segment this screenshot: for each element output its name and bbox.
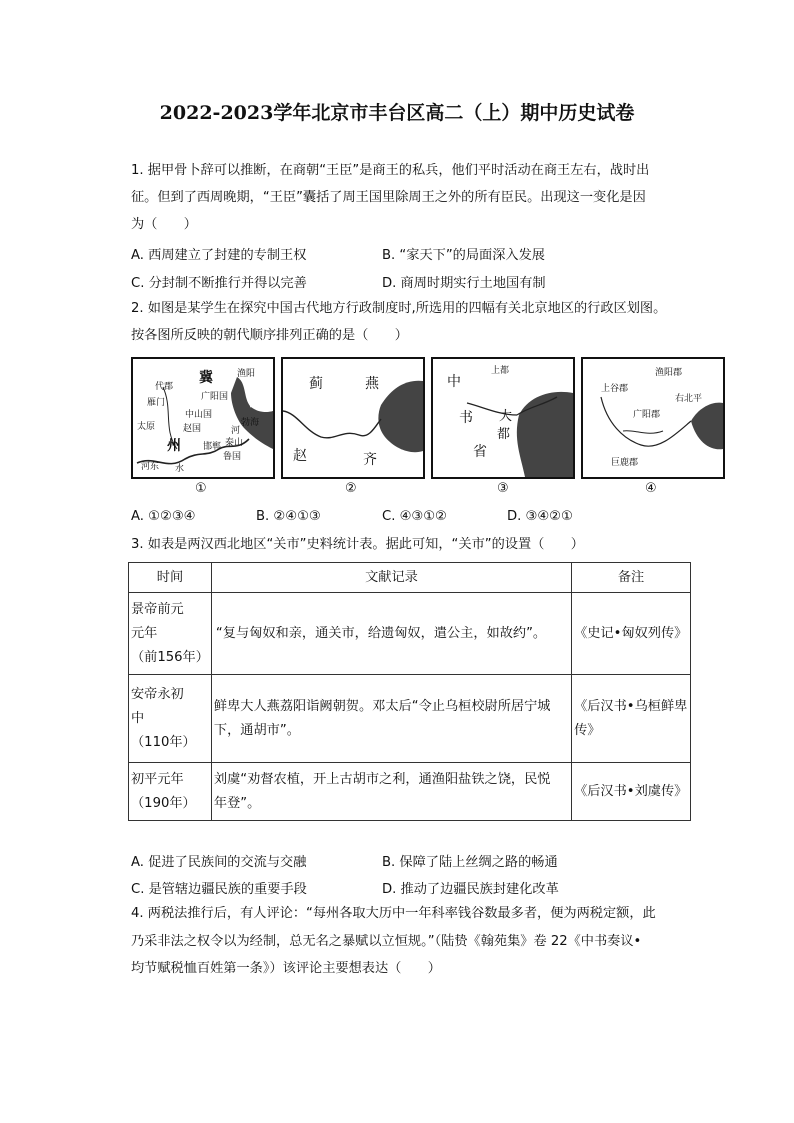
table-cell-record — [211, 675, 571, 763]
time-line: （110年） — [131, 734, 196, 750]
table-cell-note — [572, 675, 691, 763]
map-1-label-zhao: 赵国 — [183, 424, 202, 434]
map-3 — [431, 357, 575, 479]
record-line: 刘虞“劝督农植，开上古胡市之利，通渔阳盐铁之饶，民悦 — [213, 771, 551, 787]
q3-option-c[interactable]: C. 是管辖边疆民族的重要手段 — [131, 882, 307, 897]
map-4-label-julu: 巨鹿郡 — [611, 458, 639, 468]
time-line: 初平元年 — [131, 771, 184, 787]
table-row — [129, 593, 691, 675]
map-1-label-yanmen: 雁门 — [147, 398, 166, 408]
table-header-record: 文献记录 — [211, 563, 571, 593]
q3-line-1: 3. 如表是两汉西北地区“关市”史料统计表。据此可知，“关市”的设置（ ） — [131, 537, 584, 552]
map-1-label-bo: 渤 — [249, 395, 263, 410]
map-1-label-bohai: 勃海 — [241, 418, 260, 428]
q4-line-3: 均节赋税恤百姓第一条》）该评论主要想表达（ ） — [131, 961, 441, 976]
table-row — [129, 675, 691, 763]
q2-option-d[interactable]: D. ③④②① — [507, 509, 573, 524]
map-3-label-zhong: 中 — [447, 374, 461, 390]
table-cell-note — [572, 593, 691, 675]
note-line: 《后汉书•乌桓鲜卑 — [574, 698, 688, 714]
map-1-label-dai: 代郡 — [155, 382, 174, 392]
page-title: 2022-2023学年北京市丰台区高二（上）期中历史试卷 — [159, 102, 635, 124]
map-1-label-shui: 水 — [175, 464, 185, 474]
note-line: 传》 — [574, 722, 601, 738]
q1-option-a[interactable]: A. 西周建立了封建的专制王权 — [131, 248, 307, 263]
q1-option-b[interactable]: B. “家天下”的局面深入发展 — [382, 248, 545, 263]
map-1 — [131, 357, 275, 479]
q1-option-c[interactable]: C. 分封制不断推行并得以完善 — [131, 276, 307, 291]
map-3-number: ③ — [497, 481, 509, 496]
map-1-label-yuyang: 渔阳 — [237, 369, 256, 379]
q3-option-a[interactable]: A. 促进了民族间的交流与交融 — [131, 855, 307, 870]
map-1-number: ① — [195, 481, 207, 496]
q4-line-1: 4. 两税法推行后，有人评论：“每州各取大历中一年科率钱谷数最多者，便为两税定额，此 — [131, 906, 656, 921]
map-3-label-sheng: 省 — [473, 444, 487, 460]
time-line: 中 — [131, 710, 145, 726]
map-4-label-guangyang: 广阳郡 — [633, 410, 661, 420]
map-2-label-ji: 蓟 — [309, 376, 323, 392]
table-header-time: 时间 — [129, 563, 212, 593]
time-line: 景帝前元 — [131, 601, 184, 617]
map-2 — [281, 357, 425, 479]
map-3-label-du: 都 — [497, 427, 511, 442]
table-cell-time — [129, 675, 212, 763]
table-header-row — [129, 563, 691, 593]
q2-line-2: 按各图所反映的朝代顺序排列正确的是（ ） — [131, 328, 408, 343]
q1-line-2: 征。但到了西周晚期，“王臣”囊括了周王国里除周王之外的所有臣民。出现这一变化是因 — [131, 190, 646, 205]
map-1-label-he: 河 — [231, 426, 241, 436]
record-line: 下，通胡市”。 — [213, 722, 300, 738]
map-1-label-luguo: 鲁国 — [223, 452, 242, 462]
time-line: （190年） — [131, 795, 196, 811]
map-4-number: ④ — [645, 481, 657, 496]
map-4-label-shanggu: 上谷郡 — [601, 384, 629, 394]
table-cell-note — [572, 763, 691, 821]
q3-option-d[interactable]: D. 推动了边疆民族封建化改革 — [382, 882, 559, 897]
map-3-label-shu: 书 — [459, 410, 473, 426]
map-1-label-taiyuan: 太原 — [137, 422, 156, 432]
record-line: “复与匈奴和亲，通关市，给遗匈奴，遣公主，如故约”。 — [215, 625, 547, 641]
q1-option-d[interactable]: D. 商周时期实行土地国有制 — [382, 276, 546, 291]
q3-option-b[interactable]: B. 保障了陆上丝绸之路的畅通 — [382, 855, 558, 870]
q2-line-1: 2. 如图是某学生在探究中国古代地方行政制度时,所选用的四幅有关北京地区的行政区划图。 — [131, 301, 667, 316]
map-2-label-yan: 燕 — [365, 376, 379, 392]
note-line: 《后汉书•刘虞传》 — [574, 783, 688, 799]
q4-line-2: 乃采非法之权令以为经制，总无名之暴赋以立恒规。”（陆贽《翰苑集》卷 22《中书奏议• — [131, 934, 642, 949]
time-line: 元年 — [131, 625, 158, 641]
table-cell-time — [129, 763, 212, 821]
table-header-note: 备注 — [572, 563, 691, 593]
map-1-label-handan: 邯郸 — [203, 442, 222, 452]
time-line: （前156年） — [131, 649, 209, 665]
q1-line-3: 为（ ） — [131, 217, 197, 232]
table-cell-time — [129, 593, 212, 675]
q2-option-c[interactable]: C. ④③①② — [382, 509, 447, 524]
map-1-label-taishan: 泰山 — [225, 438, 244, 448]
map-3-label-da: 大 — [499, 409, 513, 424]
map-4-label-youbeiping: 右北平 — [675, 394, 703, 404]
map-2-number: ② — [345, 481, 357, 496]
record-line: 年登”。 — [213, 795, 261, 811]
time-line: 安帝永初 — [131, 686, 184, 702]
map-2-label-qi: 齐 — [363, 452, 377, 468]
q2-option-a[interactable]: A. ①②③④ — [131, 509, 196, 524]
map-1-label-guangyang: 广阳国 — [201, 392, 229, 402]
note-line: 《史记•匈奴列传》 — [574, 625, 688, 641]
table-cell-record — [211, 593, 571, 675]
map-4 — [581, 357, 725, 479]
map-1-label-hedong: 河东 — [141, 462, 160, 472]
record-line: 鲜卑大人燕荔阳诣阙朝贺。邓太后“令止乌桓校尉所居宁城 — [213, 698, 551, 714]
map-1-label-ji: 冀 — [199, 370, 213, 386]
q3-table — [128, 562, 691, 821]
q2-maps — [131, 357, 747, 497]
q1-line-1: 1. 据甲骨卜辞可以推断，在商朝“王臣”是商王的私兵，他们平时活动在商王左右，战时出 — [131, 163, 650, 178]
map-2-label-zhao: 赵 — [293, 448, 307, 464]
map-4-label-yuyang: 渔阳郡 — [655, 368, 683, 378]
table-cell-record — [211, 763, 571, 821]
q2-option-b[interactable]: B. ②④①③ — [256, 509, 321, 524]
table-row — [129, 763, 691, 821]
map-1-label-zhou: 州 — [167, 438, 181, 454]
map-3-label-shangdu: 上都 — [491, 366, 510, 376]
map-1-label-zhongshan: 中山国 — [185, 410, 213, 420]
